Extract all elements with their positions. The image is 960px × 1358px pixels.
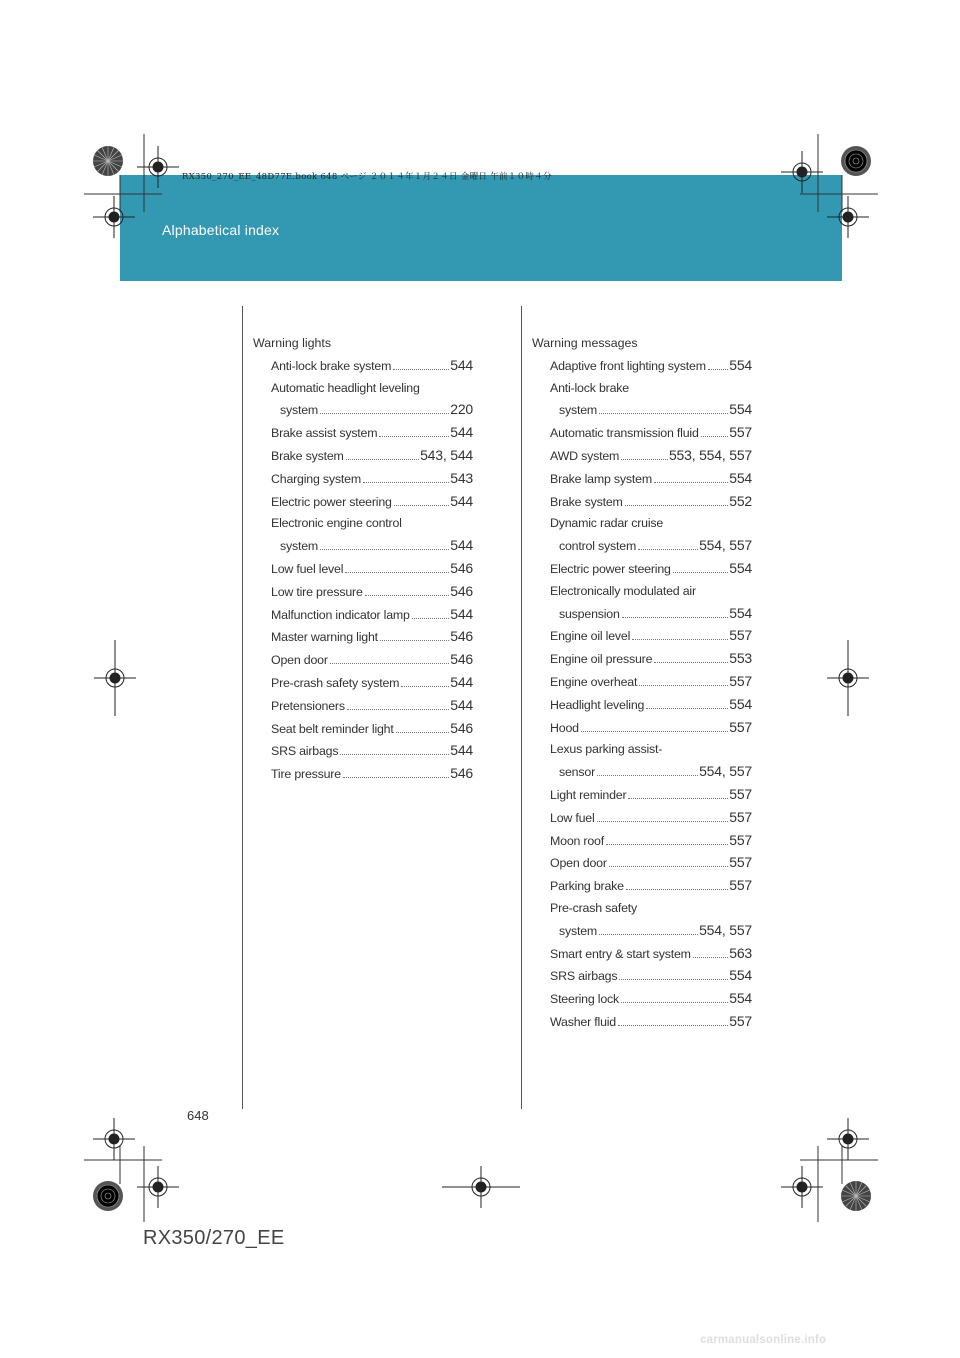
- index-entry-term: Washer fluid: [550, 1014, 617, 1029]
- index-entry-pages: 552: [729, 492, 752, 509]
- index-entry-pages: 544: [450, 356, 473, 373]
- dot-leader: [597, 775, 698, 776]
- index-entry-term: suspension: [559, 606, 620, 621]
- color-disk-icon: [92, 1180, 124, 1212]
- index-entry: [253, 604, 473, 627]
- dot-leader: [379, 436, 449, 437]
- index-entry-pages: 544: [450, 742, 473, 759]
- index-entry-pages: 554: [729, 695, 752, 712]
- index-entry-pages: 544: [450, 605, 473, 622]
- index-entry-term: Electric power steering: [550, 561, 671, 576]
- index-entry-term: Engine oil level: [550, 629, 631, 644]
- index-entry-term: system: [559, 923, 598, 938]
- index-entry: [532, 445, 752, 468]
- dot-leader: [412, 618, 449, 619]
- index-entry: [532, 694, 752, 717]
- index-entry: [532, 830, 752, 853]
- dot-leader: [632, 639, 728, 640]
- index-entry-term: AWD system: [550, 448, 620, 463]
- dot-leader: [673, 572, 729, 573]
- index-entry: [253, 399, 473, 422]
- index-entry-term: Automatic headlight leveling: [271, 380, 420, 395]
- index-entry: [253, 718, 473, 741]
- index-entry-term: Automatic transmission fluid: [550, 426, 699, 441]
- index-entry-pages: 543: [450, 469, 473, 486]
- index-heading: Warning lights: [253, 336, 332, 350]
- index-entry: [253, 535, 473, 558]
- index-entry-term: Dynamic radar cruise: [550, 516, 664, 531]
- index-entry-pages: 546: [450, 651, 473, 668]
- index-entry-pages: 546: [450, 765, 473, 782]
- index-entry-pages: 557: [729, 785, 752, 802]
- index-entry-pages: 220: [450, 401, 473, 418]
- index-entry-pages: 553: [729, 650, 752, 667]
- dot-leader: [708, 369, 728, 370]
- dot-leader: [625, 505, 729, 506]
- index-entry-pages: 557: [729, 424, 752, 441]
- registration-mark-icon: [93, 640, 137, 716]
- registration-mark-icon: [441, 1165, 521, 1209]
- header-band: [120, 175, 842, 281]
- dot-leader: [394, 505, 450, 506]
- index-entry: [253, 740, 473, 763]
- index-entry-pages: 554: [729, 469, 752, 486]
- dot-leader: [380, 640, 449, 641]
- color-disk-icon: [840, 145, 872, 177]
- dot-leader: [393, 369, 449, 370]
- index-entry: [253, 649, 473, 672]
- index-entry-term: Light reminder: [550, 787, 627, 802]
- dot-leader: [638, 549, 698, 550]
- index-entry-term: system: [280, 539, 319, 554]
- index-entry-pages: 553, 554, 557: [668, 446, 752, 463]
- dot-leader: [654, 482, 728, 483]
- index-entry: [532, 468, 752, 491]
- index-entry-pages: 554, 557: [699, 921, 752, 938]
- index-entry-pages: 546: [450, 628, 473, 645]
- index-entry-term: Electronically modulated air: [550, 583, 696, 598]
- color-disk-icon: [92, 145, 124, 177]
- index-entry-pages: 557: [729, 672, 752, 689]
- index-column-warning-messages: [532, 333, 752, 1034]
- index-entry-term: Pre-crash safety system: [271, 675, 400, 690]
- dot-leader: [599, 413, 728, 414]
- index-entry-pages: 554: [729, 401, 752, 418]
- dot-leader: [622, 617, 729, 618]
- dot-leader: [606, 844, 728, 845]
- index-entry-term: Adaptive front lighting system: [550, 358, 706, 373]
- index-entry-pages: 554: [729, 604, 752, 621]
- dot-leader: [621, 1002, 728, 1003]
- index-entry-term: Anti-lock brake: [550, 380, 629, 395]
- registration-mark-icon: [826, 640, 870, 716]
- index-entry: [253, 468, 473, 491]
- index-entry: [253, 558, 473, 581]
- index-entry-term: Brake assist system: [271, 426, 378, 441]
- index-entry-pages: 546: [450, 582, 473, 599]
- index-entry-term: Engine oil pressure: [550, 652, 653, 667]
- index-entry-pages: 557: [729, 808, 752, 825]
- index-entry-term: Seat belt reminder light: [271, 721, 394, 736]
- index-entry-pages: 544: [450, 537, 473, 554]
- index-entry: [253, 355, 473, 378]
- index-entry-term: Charging system: [271, 471, 361, 486]
- index-entry: [532, 648, 752, 671]
- dot-leader: [639, 685, 728, 686]
- index-entry: [253, 581, 473, 604]
- index-entry-term: Open door: [550, 856, 607, 871]
- index-entry: [253, 672, 473, 695]
- index-entry-term: Master warning light: [271, 630, 378, 645]
- index-entry-term: Lexus parking assist-: [550, 742, 663, 757]
- index-entry-pages: 544: [450, 424, 473, 441]
- index-entry: [253, 422, 473, 445]
- index-entry-term: Brake system: [550, 494, 623, 509]
- index-entry-pages: 557: [729, 854, 752, 871]
- dot-leader: [343, 777, 449, 778]
- index-entry-term: Headlight leveling: [550, 697, 645, 712]
- dot-leader: [346, 459, 419, 460]
- index-entry: [532, 625, 752, 648]
- index-entry-term: Steering lock: [550, 992, 620, 1007]
- dot-leader: [345, 572, 449, 573]
- index-entry-term: Brake lamp system: [550, 471, 652, 486]
- index-entry-pages: 544: [450, 492, 473, 509]
- index-entry: [532, 807, 752, 830]
- dot-leader: [628, 798, 728, 799]
- index-entry: [532, 399, 752, 422]
- index-entry-term: Pre-crash safety: [550, 900, 638, 915]
- index-entry: [253, 445, 473, 468]
- index-entry-pages: 554: [729, 559, 752, 576]
- index-entry-term: Brake system: [271, 448, 344, 463]
- index-entry-pages: 557: [729, 718, 752, 735]
- column-divider-line: [521, 306, 522, 1109]
- index-entry-pages: 554, 557: [699, 763, 752, 780]
- index-entry: [532, 355, 752, 378]
- dot-leader: [340, 754, 449, 755]
- color-disk-icon: [840, 1180, 872, 1212]
- index-entry-list: [532, 355, 752, 1034]
- index-entry-term: system: [280, 403, 319, 418]
- dot-leader: [320, 413, 449, 414]
- index-entry-list: [253, 355, 473, 786]
- dot-leader: [396, 732, 450, 733]
- watermark: carmanualsonline.info: [700, 1334, 827, 1346]
- dot-leader: [363, 482, 449, 483]
- index-entry-pages: 554: [729, 967, 752, 984]
- index-entry-term: Tire pressure: [271, 767, 341, 782]
- dot-leader: [693, 957, 728, 958]
- dot-leader: [618, 1025, 728, 1026]
- index-entry: [253, 491, 473, 514]
- index-entry: [532, 761, 752, 784]
- dot-leader: [401, 686, 449, 687]
- index-entry-pages: 543, 544: [420, 446, 473, 463]
- model-code: RX350/270_EE: [143, 1227, 285, 1249]
- dot-leader: [320, 549, 449, 550]
- index-entry-pages: 557: [729, 1012, 752, 1029]
- registration-mark-icon: [826, 1117, 870, 1161]
- index-entry: [532, 422, 752, 445]
- dot-leader: [609, 866, 728, 867]
- index-entry-pages: 557: [729, 831, 752, 848]
- index-entry: [532, 535, 752, 558]
- index-entry: [532, 943, 752, 966]
- index-entry-pages: 544: [450, 696, 473, 713]
- index-entry-term: sensor: [559, 765, 595, 780]
- registration-mark-icon: [136, 1165, 180, 1209]
- index-entry-term: Moon roof: [550, 833, 604, 848]
- index-entry: [532, 920, 752, 943]
- index-entry-term: system: [559, 403, 598, 418]
- dot-leader: [626, 889, 728, 890]
- index-entry-term: Parking brake: [550, 879, 624, 894]
- index-entry-term: Hood: [550, 720, 579, 735]
- dot-leader: [621, 459, 668, 460]
- index-entry: [532, 603, 752, 626]
- index-entry-term: Pretensioners: [271, 698, 345, 713]
- registration-mark-icon: [780, 150, 824, 194]
- index-heading: Warning messages: [532, 336, 638, 350]
- index-entry-term: Open door: [271, 653, 328, 668]
- index-entry-term: Electronic engine control: [271, 516, 402, 531]
- index-entry-pages: 546: [450, 719, 473, 736]
- index-entry-term: Low fuel: [550, 810, 595, 825]
- registration-mark-icon: [780, 1165, 824, 1209]
- index-entry-term: Anti-lock brake system: [271, 358, 392, 373]
- index-entry: [532, 852, 752, 875]
- index-entry-term: Low tire pressure: [271, 584, 363, 599]
- index-column-warning-lights: [253, 333, 473, 786]
- index-entry: [253, 695, 473, 718]
- index-entry-term: Malfunction indicator lamp: [271, 607, 410, 622]
- dot-leader: [597, 821, 729, 822]
- dot-leader: [581, 731, 728, 732]
- index-entry: [532, 1011, 752, 1034]
- index-entry: [532, 671, 752, 694]
- dot-leader: [646, 708, 728, 709]
- index-entry-term: Engine overheat: [550, 674, 638, 689]
- dot-leader: [330, 663, 449, 664]
- index-entry-pages: 554: [729, 990, 752, 1007]
- index-entry: [532, 491, 752, 514]
- index-entry: [532, 988, 752, 1011]
- index-entry: [532, 717, 752, 740]
- index-entry-pages: 563: [729, 944, 752, 961]
- registration-mark-icon: [92, 1117, 136, 1161]
- index-entry-term: Smart entry & start system: [550, 946, 691, 961]
- index-entry-pages: 554, 557: [699, 537, 752, 554]
- dot-leader: [701, 436, 729, 437]
- index-entry-term: SRS airbags: [550, 969, 618, 984]
- book-info-line: RX350_270_EE_48D77E.book 648 ページ ２０１４年１月２４日 金曜日 午前１０時４分: [182, 172, 552, 182]
- index-entry-pages: 544: [450, 673, 473, 690]
- index-entry: [532, 875, 752, 898]
- index-entry-term: SRS airbags: [271, 744, 339, 759]
- page-number: 648: [187, 1108, 209, 1123]
- index-entry-term: Low fuel level: [271, 561, 344, 576]
- index-entry: [253, 626, 473, 649]
- index-entry: [532, 965, 752, 988]
- registration-mark-icon: [136, 145, 180, 189]
- dot-leader: [347, 709, 449, 710]
- index-entry-term: Electric power steering: [271, 494, 392, 509]
- dot-leader: [654, 662, 728, 663]
- index-entry: [253, 763, 473, 786]
- left-margin-line: [242, 306, 243, 1109]
- registration-mark-icon: [826, 195, 870, 239]
- index-entry-pages: 557: [729, 627, 752, 644]
- index-entry-pages: 546: [450, 559, 473, 576]
- index-entry-pages: 557: [729, 877, 752, 894]
- section-title: Alphabetical index: [162, 222, 280, 238]
- registration-mark-icon: [92, 195, 136, 239]
- index-entry-pages: 554: [729, 356, 752, 373]
- dot-leader: [599, 934, 698, 935]
- dot-leader: [619, 979, 728, 980]
- index-entry: [532, 784, 752, 807]
- dot-leader: [365, 595, 450, 596]
- index-entry-term: control system: [559, 539, 637, 554]
- index-entry: [532, 558, 752, 581]
